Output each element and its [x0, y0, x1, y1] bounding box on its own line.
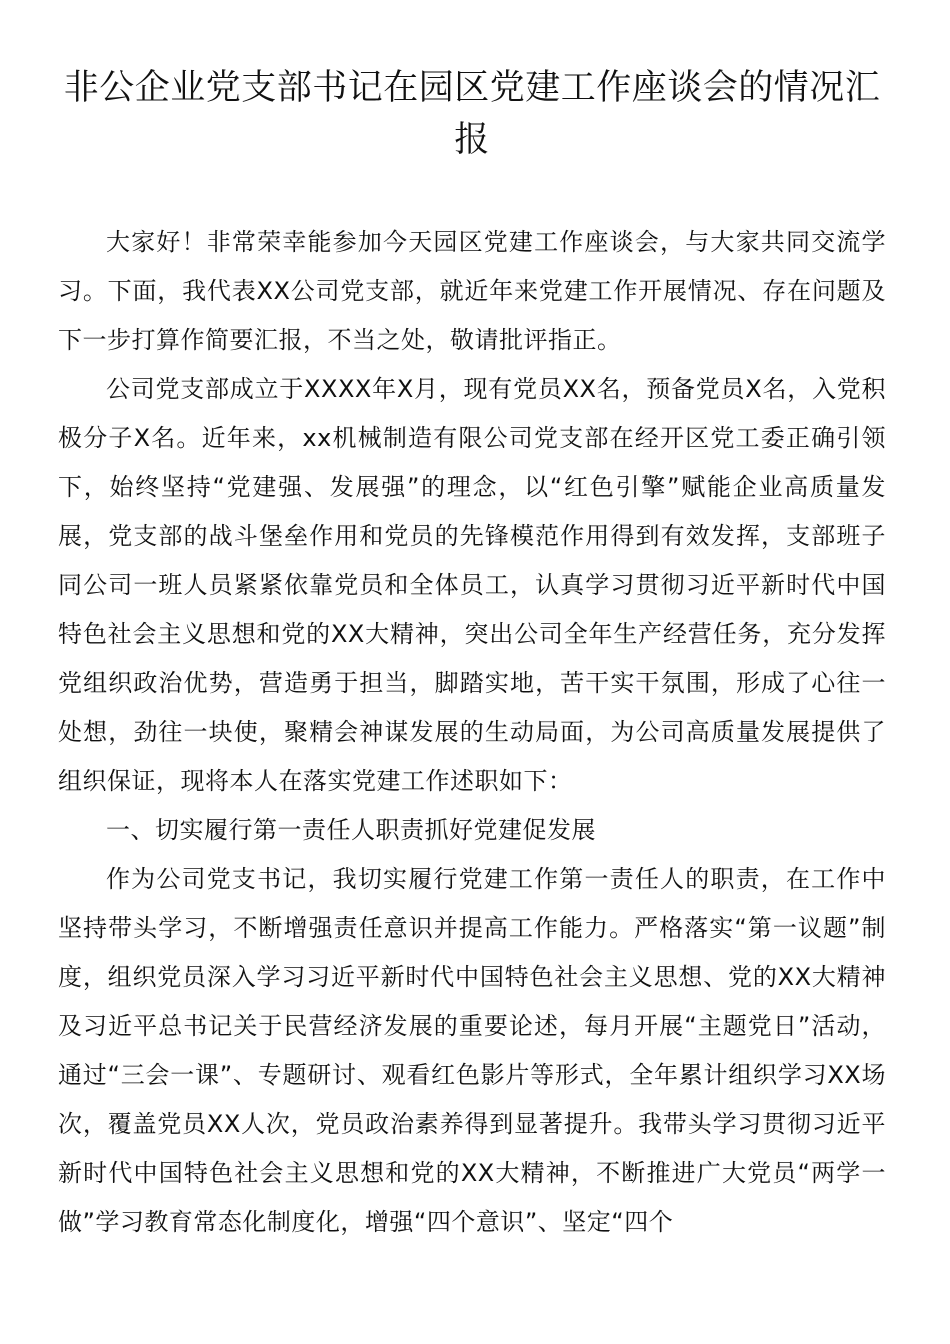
paragraph-greeting: 大家好！非常荣幸能参加今天园区党建工作座谈会，与大家共同交流学习。下面，我代表XX公司党支部，就近年来党建工作开展情况、存在问题及下一步打算作简要汇报，不当之处，敬请批评指正。 [58, 228, 886, 354]
document-title: 非公企业党支部书记在园区党建工作座谈会的情况汇报 [63, 68, 881, 160]
paragraph-responsibility: 作为公司党支书记，我切实履行党建工作第一责任人的职责，在工作中坚持带头学习，不断增强责任意识并提高工作能力。严格落实“第一议题”制度，组织党员深入学习习近平新时代中国特色社会主义思想、党的XX大精神及习近平总书记关于民营经济发展的重要论述，每月开展“主题党日”活动，通过“三会一课”、专题研讨、观看红色影片等形式，全年累计组织学习XX场次，覆盖党员XX人次，党员政治素养得到显著提升。我带头学习贯彻习近平新时代中国特色社会主义思想和党的XX大精神，不断推进广大党员“两学一做”学习教育常态化制度化，增强“四个意识”、坚定“四个 [58, 865, 886, 1236]
section-heading-1: 一、切实履行第一责任人职责抓好党建促发展 [106, 816, 596, 844]
paragraph-branch-overview: 公司党支部成立于XXXX年X月，现有党员XX名，预备党员X名，入党积极分子X名。近年来，xx机械制造有限公司党支部在经开区党工委正确引领下，始终坚持“党建强、发展强”的理念，以“红色引擎”赋能企业高质量发展，党支部的战斗堡垒作用和党员的先锋模范作用得到有效发挥，支部班子同公司一班人员紧紧依靠党员和全体员工，认真学习贯彻习近平新时代中国特色社会主义思想和党的XX大精神，突出公司全年生产经营任务，充分发挥党组织政治优势，营造勇于担当，脚踏实地，苦干实干氛围，形成了心往一处想，劲往一块使，聚精会神谋发展的生动局面，为公司高质量发展提供了组织保证，现将本人在落实党建工作述职如下： [58, 375, 886, 795]
document-body [58, 218, 886, 1247]
